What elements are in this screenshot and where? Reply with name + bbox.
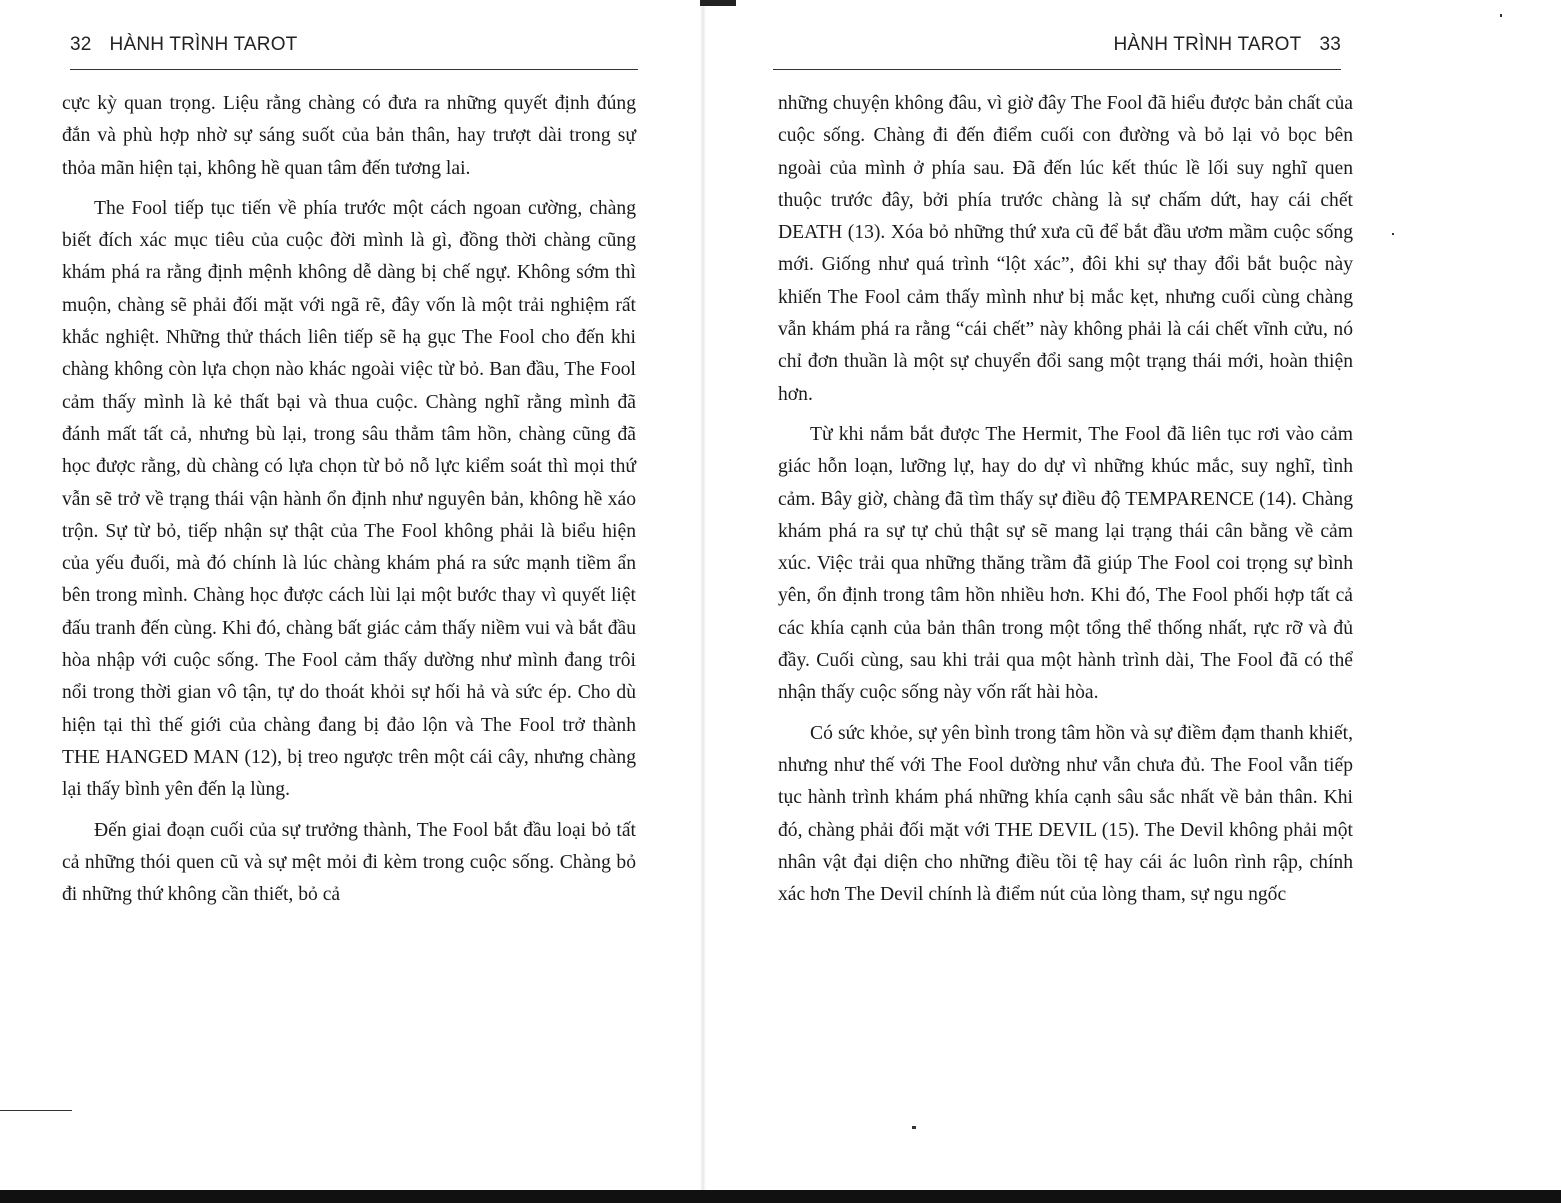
- page-number-left: 32: [70, 34, 92, 55]
- paragraph: The Fool tiếp tục tiến về phía trước một cách ngoan cường, chàng biết đích xác mục tiêu của cuộc đời mình là gì, đồng thời chàng cũng khám phá ra rằng định mệnh không dễ dàng bị chế ngự. Không sớm thì muộn, chàng sẽ phải đối mặt với ngã rẽ, đây vốn là một trải nghiệm rất khắc nghiệt. Những thử thách liên tiếp sẽ hạ gục The Fool cho đến khi chàng không còn lựa chọn nào khác ngoài việc từ bỏ. Ban đầu, The Fool cảm thấy mình là kẻ thất bại và thua cuộc. Chàng nghĩ rằng mình đã đánh mất tất cả, nhưng bù lại, trong sâu thẳm tâm hồn, chàng cũng đã học được rằng, dù chàng có lựa chọn từ bỏ nỗ lực kiểm soát thì mọi thứ vẫn sẽ trở về trạng thái vận hành ổn định như nguyên bản, không hề xáo trộn. Sự từ bỏ, tiếp nhận sự thật của The Fool không phải là biểu hiện của yếu đuối, mà đó chính là lúc chàng khám phá ra sức mạnh tiềm ẩn bên trong mình. Chàng học được cách lùi lại một bước thay vì quyết liệt đấu tranh đến cùng. Khi đó, chàng bất giác cảm thấy niềm vui và bắt đầu hòa nhập với cuộc sống. The Fool cảm thấy dường như mình đang trôi nổi trong thời gian vô tận, tự do thoát khỏi sự hối hả và sức ép. Cho dù hiện tại thì thế giới của chàng đang bị đảo lộn và The Fool trở thành THE HANGED MAN (12), bị treo ngược trên một cái cây, nhưng chàng lại thấy bình yên đến lạ lùng.: [62, 197, 636, 801]
- scan-bottom-band: [0, 1190, 1561, 1203]
- running-title-right: HÀNH TRÌNH TAROT: [1113, 34, 1302, 55]
- paragraph: Đến giai đoạn cuối của sự trưởng thành, The Fool bắt đầu loại bỏ tất cả những thói quen cũ và sự mệt mỏi đi kèm trong cuộc sống. Chàng bỏ đi những thứ không cần thiết, bỏ cả: [62, 819, 636, 906]
- body-text-left: [62, 88, 636, 919]
- running-header-left: [70, 34, 297, 56]
- scan-edge-line: [0, 1110, 72, 1111]
- running-title-left: HÀNH TRÌNH TAROT: [109, 34, 298, 55]
- running-header-right: [1114, 34, 1341, 56]
- left-page: [0, 0, 700, 1203]
- scan-speck: [1500, 14, 1502, 17]
- page-number-right: 33: [1319, 34, 1341, 55]
- paragraph: Có sức khỏe, sự yên bình trong tâm hồn và sự điềm đạm thanh khiết, nhưng như thế với The Fool dường như vẫn chưa đủ. The Fool vẫn tiếp tục hành trình khám phá những khía cạnh sâu sắc nhất về bản thân. Khi đó, chàng phải đối mặt với THE DEVIL (15). The Devil không phải một nhân vật đại diện cho những điều tồi tệ hay cái ác luôn rình rập, chính xác hơn The Devil chính là điểm nút của lòng tham, sự ngu ngốc: [778, 722, 1353, 906]
- scan-speck: [1392, 233, 1394, 235]
- paragraph: những chuyện không đâu, vì giờ đây The Fool đã hiểu được bản chất của cuộc sống. Chàng đi đến điểm cuối con đường và bỏ lại vỏ bọc bên ngoài của mình ở phía sau. Đã đến lúc kết thúc lề lối suy nghĩ quen thuộc trước đây, bởi phía trước chàng là sự chấm dứt, hay cái chết DEATH (13). Xóa bỏ những thứ xưa cũ để bắt đầu ươm mầm cuộc sống mới. Giống như quá trình “lột xác”, đôi khi sự thay đổi bắt buộc này khiến The Fool cảm thấy mình như bị mắc kẹt, nhưng cuối cùng chàng vẫn khám phá ra rằng “cái chết” này không phải là cái chết vĩnh cửu, nó chỉ đơn thuần là một sự chuyển đổi sang một trạng thái mới, hoàn thiện hơn.: [778, 93, 1353, 405]
- right-page: [705, 0, 1561, 1203]
- header-rule-left: [70, 69, 638, 70]
- scan-speck: [912, 1126, 916, 1129]
- body-text-right: [778, 88, 1353, 919]
- header-rule-right: [773, 69, 1341, 70]
- paragraph: cực kỳ quan trọng. Liệu rằng chàng có đưa ra những quyết định đúng đắn và phù hợp nhờ sự sáng suốt của bản thân, hay trượt dài trong sự thỏa mãn hiện tại, không hề quan tâm đến tương lai.: [62, 93, 636, 179]
- paragraph: Từ khi nắm bắt được The Hermit, The Fool đã liên tục rơi vào cảm giác hỗn loạn, lưỡng lự, hay do dự vì những khúc mắc, suy nghĩ, tình cảm. Bây giờ, chàng đã tìm thấy sự điều độ TEMPARENCE (14). Chàng khám phá ra sự tự chủ thật sự sẽ mang lại trạng thái cân bằng về cảm xúc. Việc trải qua những thăng trầm đã giúp The Fool coi trọng sự bình yên, ổn định trong tâm hồn nhiều hơn. Khi đó, The Fool phối hợp tất cả các khía cạnh của bản thân trong một tổng thể thống nhất, rực rỡ và đủ đầy. Cuối cùng, sau khi trải qua một hành trình dài, The Fool đã có thể nhận thấy cuộc sống này vốn rất hài hòa.: [778, 423, 1353, 704]
